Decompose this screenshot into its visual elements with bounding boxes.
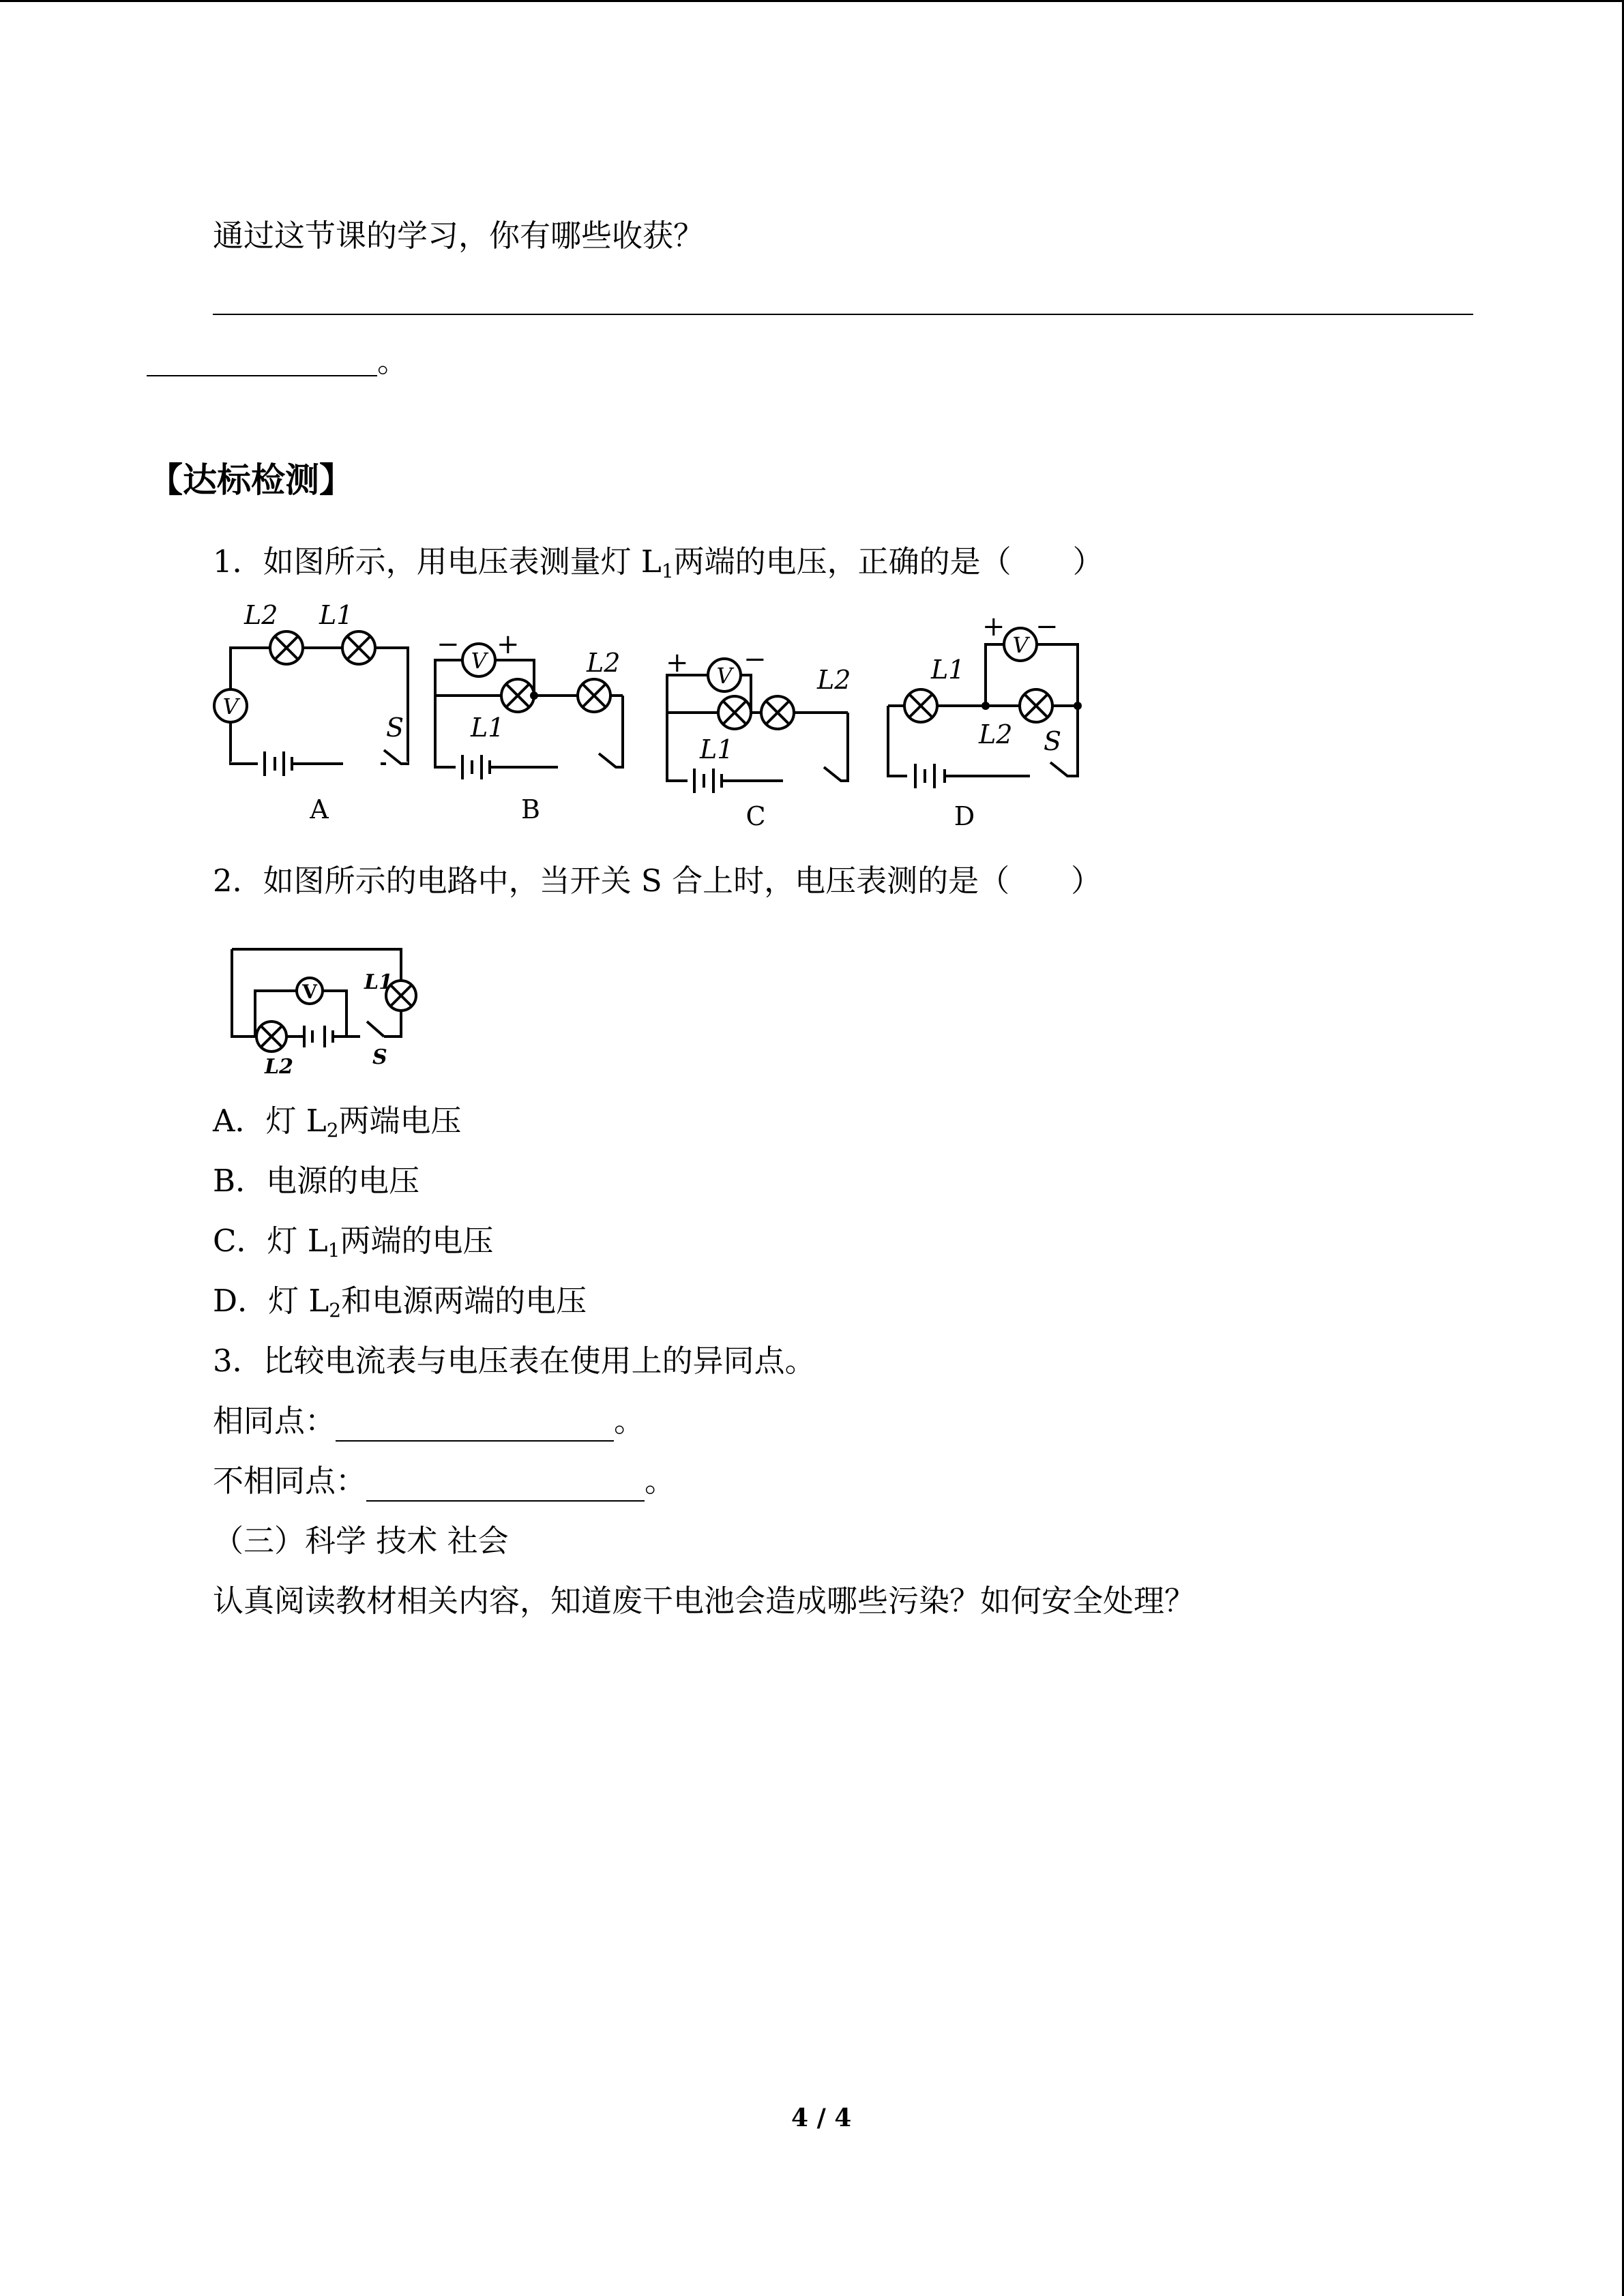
sts-text: 认真阅读教材相关内容，知道废干电池会造成哪些污染？如何安全处理？ (213, 1583, 1196, 1619)
q1-circuit-a[interactable] (217, 600, 422, 828)
q2-lamp2: L2 (265, 1055, 293, 1079)
circuit-d-switch: S (1044, 726, 1062, 756)
q3-stem: 3．比较电流表与电压表在使用上的异同点。 (213, 1343, 816, 1379)
q3-same-label: 相同点： (213, 1403, 336, 1439)
circuit-b-lamp1: L1 (471, 713, 505, 743)
circuit-b-minus: − (437, 629, 460, 660)
circuit-c-minus: − (743, 644, 767, 675)
circuit-b-plus: + (497, 629, 520, 660)
q1-circuit-b[interactable] (428, 600, 633, 828)
q2-option-b[interactable]: B．电源的电压 (213, 1163, 420, 1199)
summary-prompt: 通过这节课的学习，你有哪些收获？ (213, 218, 705, 254)
q3-diff-answer-blank[interactable] (366, 1469, 645, 1502)
circuit-c-plus: + (666, 647, 689, 679)
circuit-d-lamp2: L2 (979, 719, 1013, 749)
q3-diff-label: 不相同点： (213, 1463, 367, 1499)
circuit-c-meter: V (716, 663, 733, 689)
circuit-a-meter: V (222, 694, 239, 719)
q1-stem: 1．如图所示，用电压表测量灯 $L_1$两端的电压，正确的是（ ） (213, 543, 1104, 582)
circuit-b-meter: V (471, 648, 487, 674)
circuit-c-caption: C (745, 801, 766, 831)
circuit-d-lamp1: L1 (931, 655, 965, 685)
q2-option-c[interactable]: C．灯 $L_1$两端的电压 (213, 1223, 494, 1262)
q2-stem: 2．如图所示的电路中，当开关 S 合上时，电压表测的是（ ） (213, 863, 1102, 899)
section-title: 【达标检测】 (149, 460, 353, 500)
summary-end-mark: 。 (377, 343, 409, 379)
q1-circuit-c[interactable] (660, 600, 865, 835)
summary-answer-line-1[interactable] (213, 314, 1473, 315)
circuit-d-diagram (880, 600, 1098, 832)
q1-circuit-d[interactable] (880, 600, 1098, 835)
circuit-d-caption: D (954, 801, 975, 831)
circuit-b-lamp2: L2 (587, 648, 621, 678)
q2-option-a[interactable]: A．灯 $L_2$两端电压 (213, 1103, 462, 1142)
page-number: 4 / 4 (791, 2104, 852, 2132)
circuit-d-plus: + (982, 611, 1005, 642)
q2-option-d[interactable]: D．灯 $L_2$和电源两端的电压 (213, 1283, 587, 1322)
circuit-a-diagram (217, 600, 422, 825)
page-border-top (0, 0, 1624, 2)
circuit-a-switch: S (386, 713, 404, 743)
q2-switch: S (372, 1045, 387, 1069)
q2-lamp1: L1 (364, 970, 393, 994)
circuit-d-minus: − (1035, 611, 1059, 642)
circuit-c-diagram (660, 600, 865, 832)
circuit-a-lamp2: L1 (319, 600, 353, 630)
summary-answer-line-2[interactable] (147, 375, 377, 376)
sts-title: （三）科学 技术 社会 (213, 1523, 509, 1559)
q3-diff-row: 不相同点： 。 (213, 1461, 675, 1502)
q2-circuit[interactable] (217, 940, 435, 1086)
q2-circuit-diagram (217, 940, 435, 1083)
circuit-d-meter: V (1012, 632, 1029, 658)
q2-meter: V (302, 981, 317, 1003)
circuit-b-caption: B (521, 794, 540, 824)
circuit-c-lamp2: L2 (817, 665, 851, 695)
circuit-a-caption: A (310, 794, 329, 824)
circuit-c-lamp1: L1 (700, 734, 734, 764)
circuit-b-diagram (428, 600, 633, 825)
q3-same-answer-blank[interactable] (336, 1409, 614, 1442)
q3-same-row: 相同点： 。 (213, 1401, 645, 1442)
circuit-a-lamp1: L2 (244, 600, 278, 630)
